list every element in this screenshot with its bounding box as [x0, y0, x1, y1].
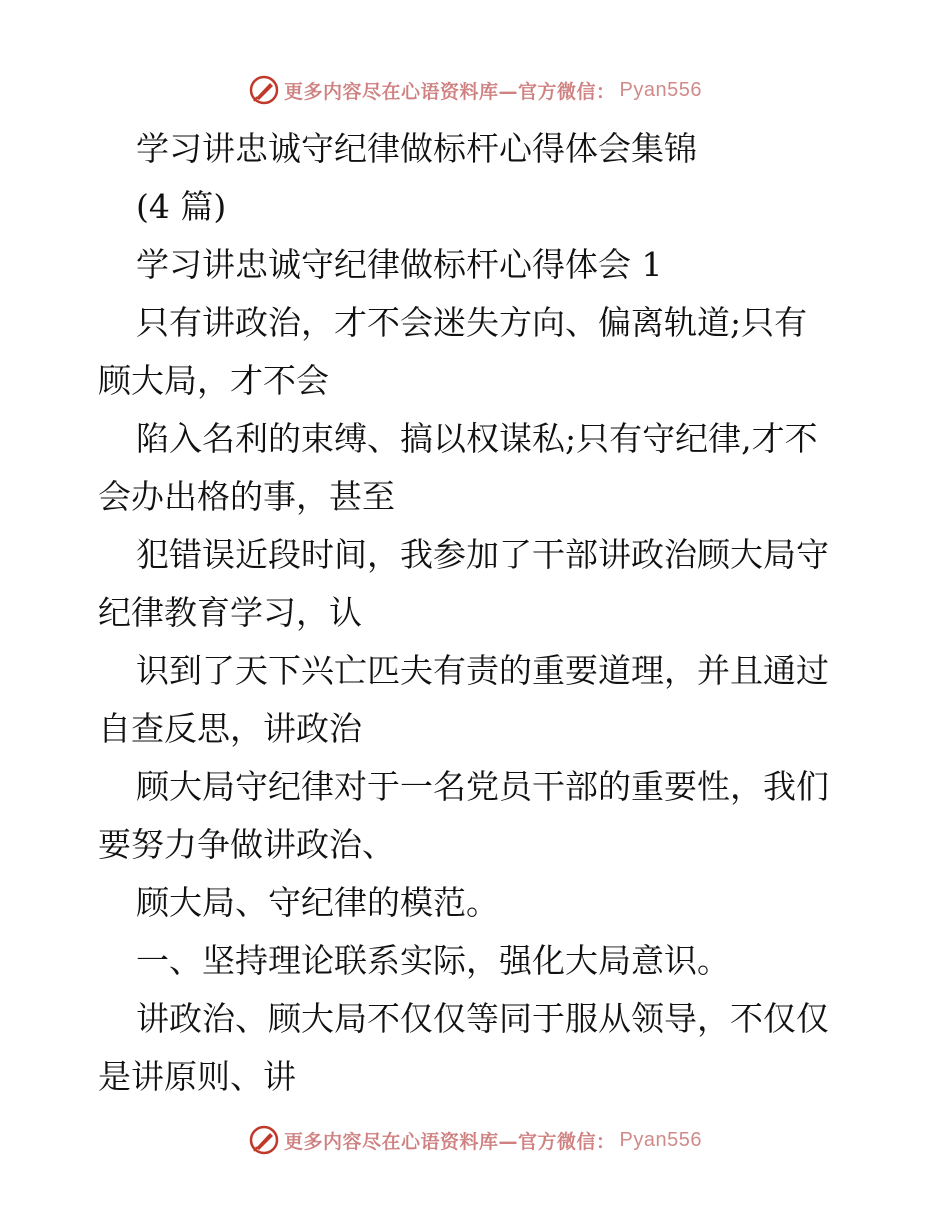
document-title-line1: 学习讲忠诚守纪律做标杆心得体会集锦 [136, 129, 697, 168]
watermark-site-text: 更多内容尽在心语资料库—官方微信： [284, 1130, 616, 1153]
watermark-wechat-id: Pyan556 [619, 78, 702, 101]
watermark-site-text: 更多内容尽在心语资料库—官方微信： [284, 80, 616, 103]
paragraph-line: 是讲原则、讲 [98, 1057, 296, 1096]
watermark-group [248, 74, 702, 106]
document-title-line2: (4 篇) [136, 187, 227, 226]
paragraph-line: 一、坚持理论联系实际，强化大局意识。 [136, 941, 730, 980]
paragraph-line: 纪律教育学习，认 [98, 593, 362, 632]
paragraph-line: 犯错误近段时间，我参加了干部讲政治顾大局守 [136, 535, 829, 574]
paragraph-line: 顾大局、守纪律的模范。 [136, 883, 499, 922]
top-watermark-banner [0, 72, 950, 108]
paragraph-line: 要努力争做讲政治、 [98, 825, 395, 864]
paragraph-line: 自查反思，讲政治 [98, 709, 362, 748]
paragraph-line: 讲政治、顾大局不仅仅等同于服从领导，不仅仅 [136, 999, 829, 1038]
paragraph-lines [98, 294, 858, 1106]
document-body [98, 120, 858, 1106]
section-heading: 学习讲忠诚守纪律做标杆心得体会 1 [136, 245, 663, 284]
paragraph-line: 只有讲政治，才不会迷失方向、偏离轨道;只有 [136, 303, 808, 342]
watermark-group [248, 1124, 702, 1156]
paragraph-line: 陷入名利的束缚、搞以权谋私;只有守纪律,才不 [136, 419, 818, 458]
feather-pen-icon [248, 1124, 280, 1156]
feather-pen-icon [248, 74, 280, 106]
watermark-wechat-id: Pyan556 [619, 1128, 702, 1151]
paragraph-line: 会办出格的事，甚至 [98, 477, 395, 516]
paragraph-line: 顾大局守纪律对于一名党员干部的重要性，我们 [136, 767, 829, 806]
bottom-watermark-banner [0, 1122, 950, 1158]
paragraph-line: 识到了天下兴亡匹夫有责的重要道理，并且通过 [136, 651, 829, 690]
paragraph-line: 顾大局，才不会 [98, 361, 329, 400]
